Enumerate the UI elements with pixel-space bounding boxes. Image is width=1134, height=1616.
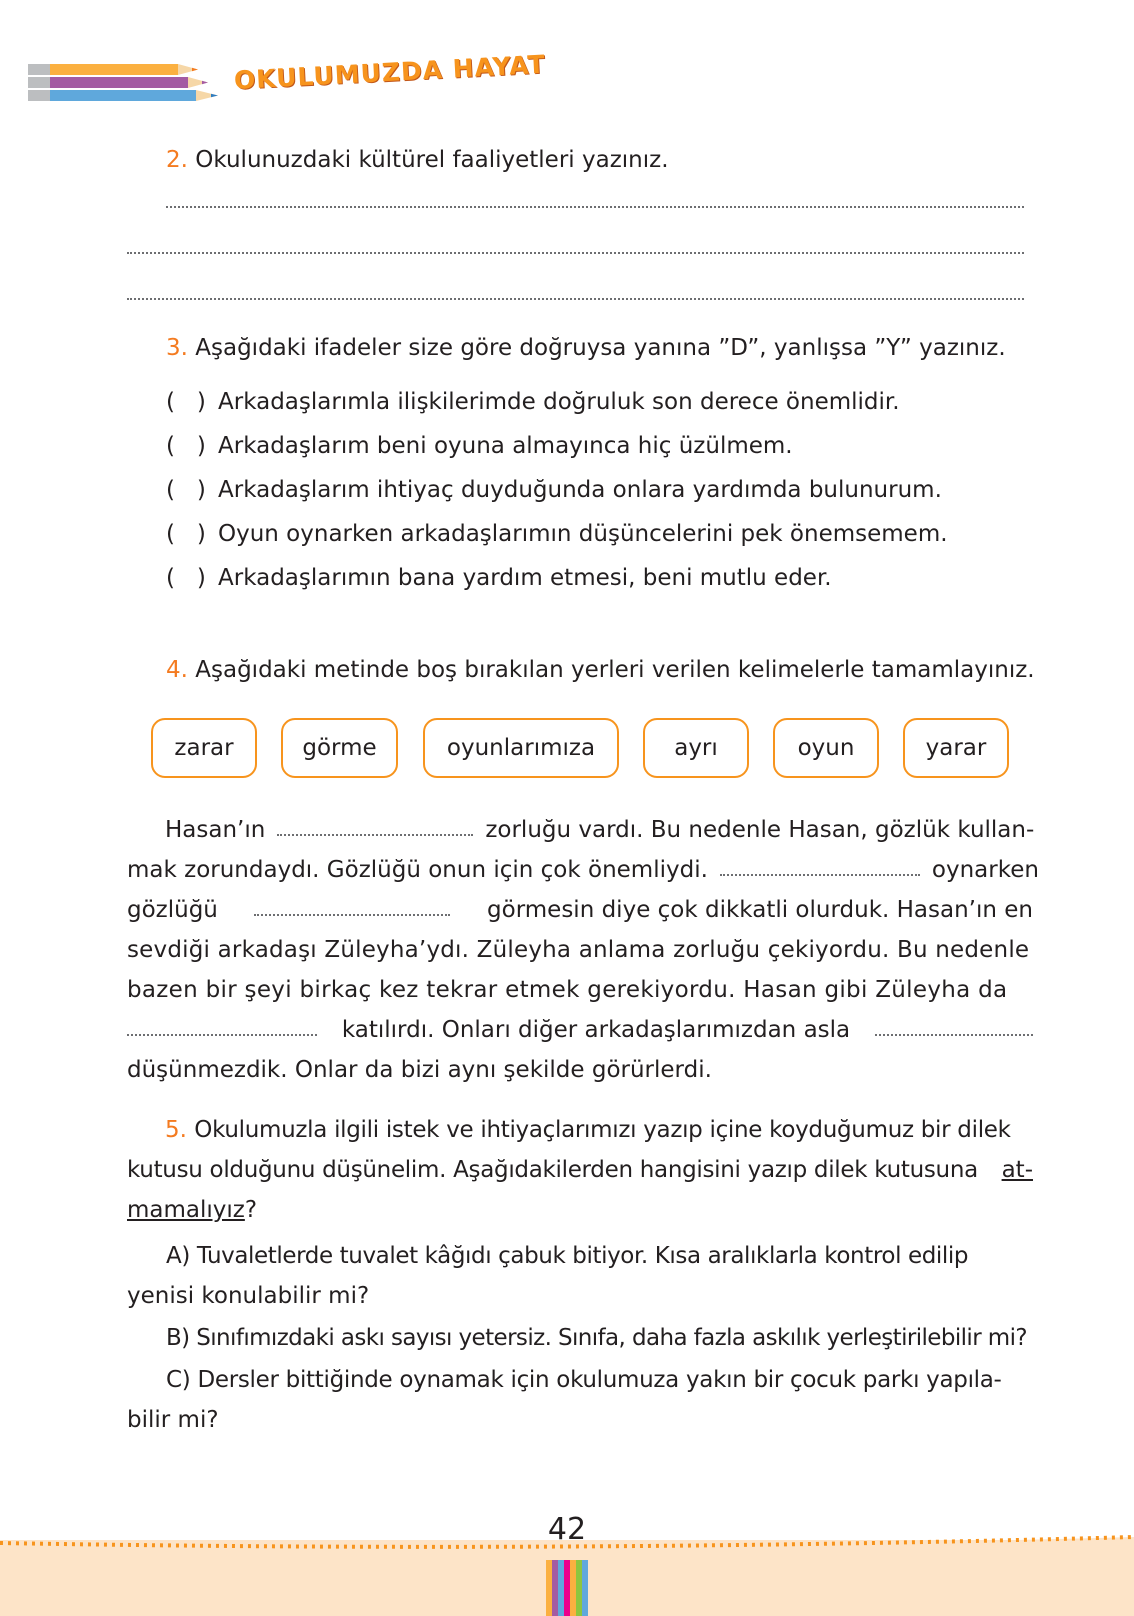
paragraph-text: sevdiği arkadaşı Züleyha’ydı. Züleyha anlama zorluğu çekiyordu. Bu nedenle [127,937,1030,963]
blank-field[interactable] [720,864,920,876]
question-text: ? [244,1197,258,1223]
statement-text: Arkadaşlarımla ilişkilerimde doğruluk son derece önemlidir. [218,389,900,415]
paragraph-text: görmesin diye çok dikkatli olurduk. Hasan’ın en [487,897,1033,923]
option-c-continued: bilir mi? [127,1407,219,1433]
question-5 [127,1110,1033,1230]
statement-item[interactable]: ( ) Arkadaşlarım beni oyuna almayınca hiç üzülmem. [166,433,793,459]
blank-field[interactable] [254,904,450,916]
statement-text: Arkadaşlarım beni oyuna almayınca hiç üzülmem. [218,433,793,459]
question-text: kutusu olduğunu düşünelim. Aşağıdakilerden hangisini yazıp dilek kutusuna [127,1157,978,1183]
statement-text: Arkadaşlarımın bana yardım etmesi, beni mutlu eder. [218,565,832,591]
page-number: 42 [547,1512,587,1547]
paragraph-text: zorluğu vardı. Bu nedenle Hasan, gözlük kullan- [485,817,1035,843]
statement-item[interactable]: ( ) Arkadaşlarımın bana yardım etmesi, beni mutlu eder. [166,565,832,591]
pencils-spine-icon [546,1560,588,1616]
fill-in-paragraph [127,810,1039,1090]
word-chip[interactable]: görme [281,718,398,778]
question-text: Aşağıdaki metinde boş bırakılan yerleri verilen kelimelerle tamamlayınız. [195,657,1035,683]
pencils-icon [28,62,228,104]
underlined-text: at- [1001,1157,1033,1183]
word-chip[interactable]: ayrı [643,718,749,778]
question-text: Aşağıdaki ifadeler size göre doğruysa yanına ”D”, yanlışsa ”Y” yazınız. [195,335,1006,361]
word-chip[interactable]: oyun [773,718,879,778]
word-chip[interactable]: oyunlarımıza [423,718,619,778]
question-text: Okulumuzla ilgili istek ve ihtiyaçlarımızı yazıp içine koyduğumuz bir dilek [194,1117,1011,1143]
statement-item[interactable]: ( ) Arkadaşlarımla ilişkilerimde doğruluk son derece önemlidir. [166,389,900,415]
statement-item[interactable]: ( ) Arkadaşlarım ihtiyaç duyduğunda onlara yardımda bulunurum. [166,477,942,503]
option-c[interactable]: C) Dersler bittiğinde oynamak için okulumuza yakın bir çocuk parkı yapıla- [166,1367,1002,1393]
question-number: 5. [165,1117,187,1143]
question-text: Okulunuzdaki kültürel faaliyetleri yazınız. [195,147,669,173]
answer-line[interactable] [127,252,1024,254]
paragraph-text: katılırdı. Onları diğer arkadaşlarımızdan asla [341,1017,851,1043]
statement-text: Arkadaşlarım ihtiyaç duyduğunda onlara yardımda bulunurum. [218,477,942,503]
answer-line[interactable] [127,298,1024,300]
paragraph-text: bazen bir şeyi birkaç kez tekrar etmek gerekiyordu. Hasan gibi Züleyha da [127,977,1008,1003]
question-number: 2. [166,147,188,173]
blank-field[interactable] [127,1024,317,1036]
option-a[interactable]: A) Tuvaletlerde tuvalet kâğıdı çabuk bitiyor. Kısa aralıklarla kontrol edilip [166,1243,969,1269]
option-a-continued: yenisi konulabilir mi? [127,1283,370,1309]
paragraph-text: mak zorundaydı. Gözlüğü onun için çok önemliydi. [127,857,708,883]
word-chip[interactable]: yarar [903,718,1009,778]
paragraph-text: gözlüğü [127,897,218,923]
question-4 [166,650,1035,690]
blank-field[interactable] [875,1024,1033,1036]
paragraph-text: düşünmezdik. Onlar da bizi aynı şekilde görürlerdi. [127,1057,712,1083]
paragraph-text: Hasan’ın [165,817,266,843]
underlined-text: mamalıyız [127,1197,245,1223]
statement-text: Oyun oynarken arkadaşlarımın düşüncelerini pek önemsemem. [218,521,948,547]
question-number: 4. [166,657,188,683]
answer-line[interactable] [166,206,1024,208]
statement-item[interactable]: ( ) Oyun oynarken arkadaşlarımın düşüncelerini pek önemsemem. [166,521,948,547]
word-chip[interactable]: zarar [151,718,257,778]
blank-field[interactable] [277,824,473,836]
header-title: OKULUMUZDA HAYAT [233,49,547,95]
paragraph-text: oynarken [931,857,1039,883]
question-2 [166,140,669,180]
option-b[interactable]: B) Sınıfımızdaki askı sayısı yetersiz. Sınıfa, daha fazla askılık yerleştirilebilir mi? [166,1325,1027,1351]
question-3 [166,328,1006,368]
question-number: 3. [166,335,188,361]
